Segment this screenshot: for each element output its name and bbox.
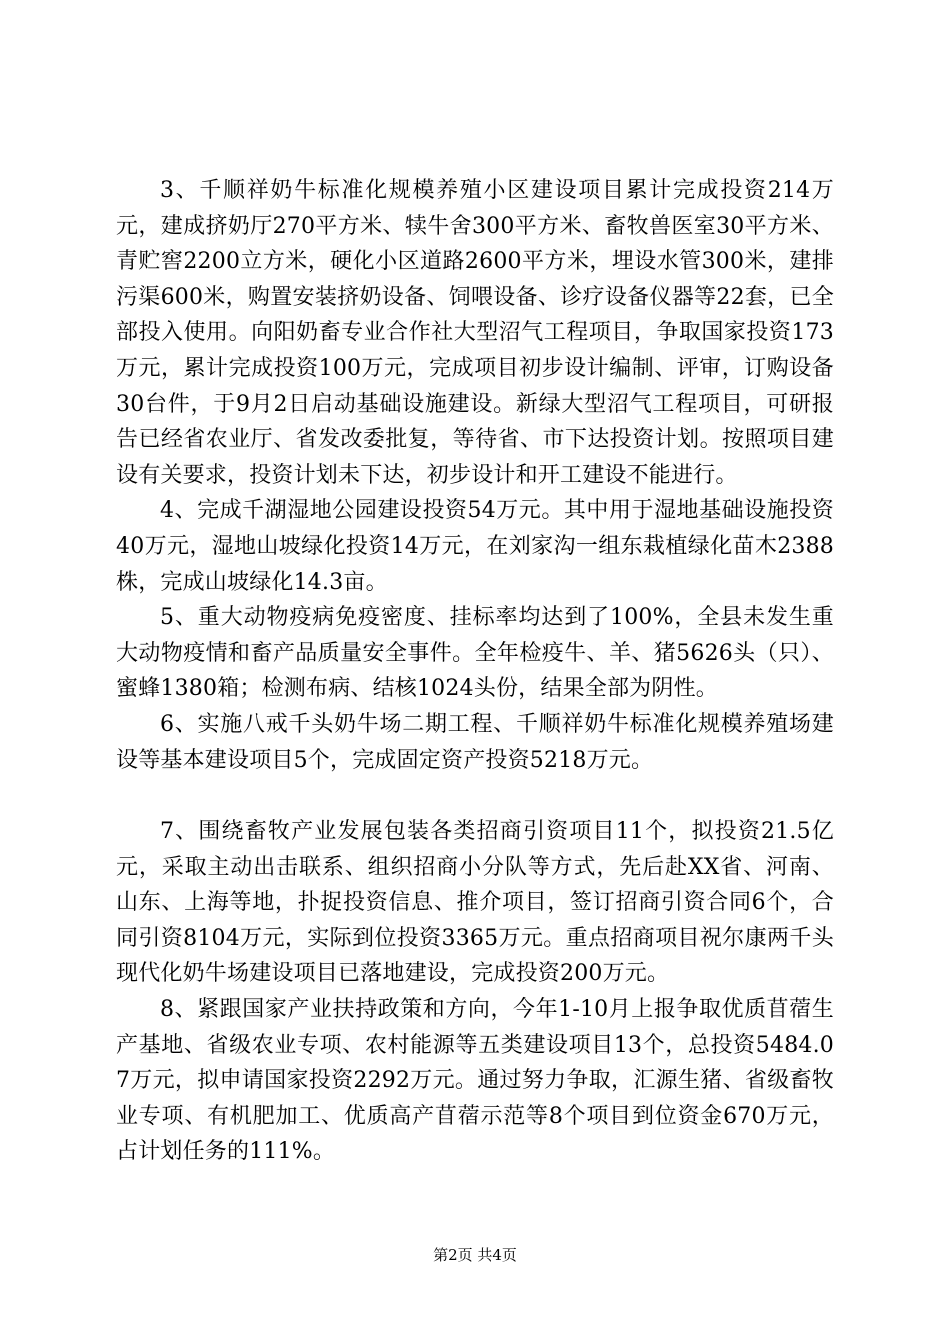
page-number-footer: 第2页 共4页 xyxy=(433,1246,517,1264)
paragraph-item-6: 6、实施八戒千头奶牛场二期工程、千顺祥奶牛标准化规模养殖场建设等基本建设项目5个，完成固定资产投资5218万元。 xyxy=(116,711,834,773)
paragraph-item-4: 4、完成千湖湿地公园建设投资54万元。其中用于湿地基础设施投资40万元，湿地山坡绿化投资14万元，在刘家沟一组东栽植绿化苗木2388株，完成山坡绿化14.3亩。 xyxy=(116,498,834,595)
paragraph-item-3: 3、千顺祥奶牛标准化规模养殖小区建设项目累计完成投资214万元，建成挤奶厅270平方米、犊牛舍300平方米、畜牧兽医室30平方米、青贮窖2200立方米，硬化小区道路2600平方米，埋设水管300米，建排污渠600米，购置安装挤奶设备、饲喂设备、诊疗设备仪器等22套，已全部投入使用。向阳奶畜专业合作社大型沼气工程项目，争取国家投资173万元，累计完成投资100万元，完成项目初步设计编制、评审，订购设备30台件，于9月2日启动基础设施建设。新绿大型沼气工程项目，可研报告已经省农业厅、省发改委批复，等待省、市下达投资计划。按照项目建设有关要求，投资计划未下达，初步设计和开工建设不能进行。 xyxy=(116,178,834,488)
paragraph-item-8: 8、紧跟国家产业扶持政策和方向，今年1-10月上报争取优质苜蓿生产基地、省级农业专项、农村能源等五类建设项目13个，总投资5484.07万元，拟申请国家投资2292万元。通过努力争取，汇源生猪、省级畜牧业专项、有机肥加工、优质高产苜蓿示范等8个项目到位资金670万元，占计划任务的111%。 xyxy=(116,997,834,1165)
paragraph-item-5: 5、重大动物疫病免疫密度、挂标率均达到了100%，全县未发生重大动物疫情和畜产品质量安全事件。全年检疫牛、羊、猪5626头（只）、蜜蜂1380箱；检测布病、结核1024头份，结果全部为阴性。 xyxy=(116,605,834,702)
paragraph-item-7: 7、围绕畜牧产业发展包装各类招商引资项目11个，拟投资21.5亿元，采取主动出击联系、组织招商小分队等方式，先后赴XX省、河南、山东、上海等地，扑捉投资信息、推介项目，签订招商引资合同6个，合同引资8104万元，实际到位投资3365万元。重点招商项目祝尔康两千头现代化奶牛场建设项目已落地建设，完成投资200万元。 xyxy=(116,819,834,987)
document-body xyxy=(116,173,834,1170)
